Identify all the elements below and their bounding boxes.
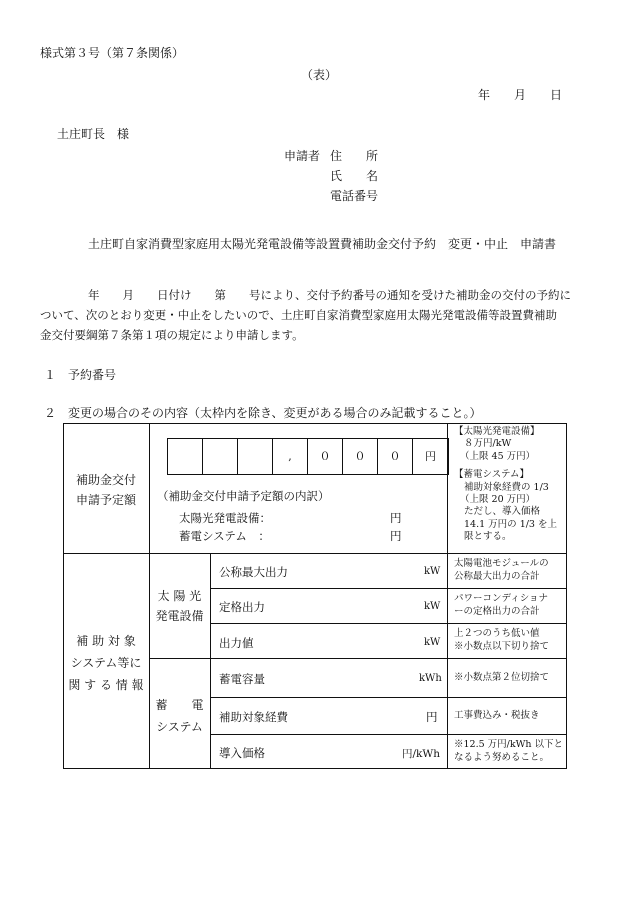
body-line-2: ついて、次のとおり変更・中止をしたいので、土庄町自家消費型家庭用太陽光発電設備等設置費補助 (40, 308, 558, 322)
system-info-label-line1: 補 助 対 象 (76, 634, 136, 648)
row-note-line: ーの定格出力の合計 (454, 605, 540, 617)
section-reservation-number: １ 予約番号 (44, 368, 117, 382)
grant-note-line: ただし、導入価格 (464, 506, 541, 518)
grant-note-line: 【太陽光発電設備】 (454, 426, 540, 437)
row-item-eligible-cost: 補助対象経費 (219, 710, 288, 724)
body-line-3: 金交付要綱第７条第１項の規定により申請します。 (40, 328, 304, 342)
grant-note-line: 限とする。 (464, 531, 512, 543)
solar-label-line2: 発電設備 (155, 609, 204, 623)
form-number: 様式第３号（第７条関係） (40, 46, 185, 60)
row-note-rated-max-output (454, 558, 549, 583)
row-note-eligible-cost (454, 710, 540, 723)
row-note-line: パワーコンディショナ (454, 593, 549, 604)
row-unit-rated-output: kW (424, 601, 441, 612)
grant-amount-label-line1: 補助金交付 (75, 473, 136, 487)
applicant-label: 申請者 (284, 149, 321, 163)
system-info-label (63, 630, 149, 696)
digit-box-zero-1: ０ (308, 438, 343, 475)
digit-box-2[interactable] (203, 438, 238, 475)
grant-note-line: （上限 45 万円） (460, 450, 536, 462)
digit-box-1[interactable] (167, 438, 203, 475)
battery-label-line1: 蓄 電 (155, 698, 204, 712)
digit-box-3[interactable] (238, 438, 273, 475)
breakdown-battery-label: 蓄電システム ： (179, 529, 270, 543)
row-unit-storage-capacity: kWh (419, 673, 442, 684)
applicant-phone-label: 電話番号 (330, 189, 379, 203)
row-item-output-value: 出力値 (219, 636, 254, 650)
row-note-output-value (454, 628, 549, 653)
breakdown-solar-unit: 円 (390, 511, 402, 525)
row-item-storage-capacity: 蓄電容量 (219, 672, 265, 686)
addressee: 土庄町長 様 (57, 127, 130, 141)
breakdown-solar-label: 太陽光発電設備： (179, 511, 271, 525)
grant-note-line: ８万円/kW (464, 438, 512, 450)
breakdown-battery-unit: 円 (390, 529, 402, 543)
row-note-line: 上２つのうち低い値 (454, 628, 540, 639)
row-unit-rated-max-output: kW (424, 566, 441, 577)
section-change-content: ２ 変更の場合のその内容（太枠内を除き、変更がある場合のみ記載すること。） (44, 406, 482, 420)
grant-note-line: 【蓄電システム】 (454, 469, 530, 481)
grant-note-line: 14.1 万円の 1/3 を上 (464, 518, 558, 530)
digit-box-zero-2: ０ (343, 438, 378, 475)
system-info-label-line2: システム等に (70, 656, 142, 670)
row-item-rated-output: 定格出力 (219, 600, 265, 614)
battery-system-label (149, 694, 210, 738)
row-note-rated-output (454, 593, 548, 618)
row-item-rated-max-output: 公称最大出力 (219, 565, 288, 579)
body-line-1: 年 月 日付け 第 号により、交付予約番号の通知を受けた補助金の交付の予約に (88, 288, 571, 302)
row-unit-output-value: kW (424, 637, 441, 648)
row-note-line: ※小数点第２位切捨て (454, 672, 550, 683)
grant-note-line: （上限 20 万円） (460, 494, 536, 506)
row-note-installation-price (454, 739, 563, 764)
applicant-address-label: 住 所 (330, 149, 379, 163)
row-unit-installation-price: 円/kWh (402, 748, 440, 760)
digit-box-comma: , (273, 438, 308, 475)
row-note-line: 太陽電池モジュールの (454, 558, 549, 569)
grant-amount-label-line2: 申請予定額 (75, 493, 136, 507)
row-note-line: 公称最大出力の合計 (454, 570, 540, 582)
grant-amount-label (63, 470, 149, 510)
breakdown-title: （補助金交付申請予定額の内訳） (157, 489, 330, 503)
row-unit-eligible-cost: 円 (426, 710, 438, 724)
battery-label-line2: システム (156, 720, 203, 734)
grant-note (454, 426, 557, 544)
row-note-line: なるよう努めること。 (454, 751, 550, 763)
row-item-installation-price: 導入価格 (219, 746, 265, 760)
row-note-line: ※12.5 万円/kWh 以下と (454, 739, 564, 750)
digit-box-zero-3: ０ (378, 438, 413, 475)
grant-note-line: 補助対象経費の 1/3 (464, 481, 549, 493)
document-title: 土庄町自家消費型家庭用太陽光発電設備等設置費補助金交付予約 変更・中止 申請書 (88, 237, 557, 251)
side-label: （表） (301, 68, 338, 82)
row-note-storage-capacity (454, 672, 549, 685)
row-note-line: ※小数点以下切り捨て (454, 640, 550, 652)
solar-equipment-label (149, 586, 210, 626)
applicant-name-label: 氏 名 (330, 169, 379, 183)
row-note-line: 工事費込み・税抜き (454, 710, 540, 721)
system-info-label-line3: 関 す る 情 報 (68, 678, 144, 692)
date-line: 年 月 日 (478, 88, 563, 102)
solar-label-line1: 太 陽 光 (157, 589, 202, 603)
digit-box-yen: 円 (413, 438, 449, 475)
